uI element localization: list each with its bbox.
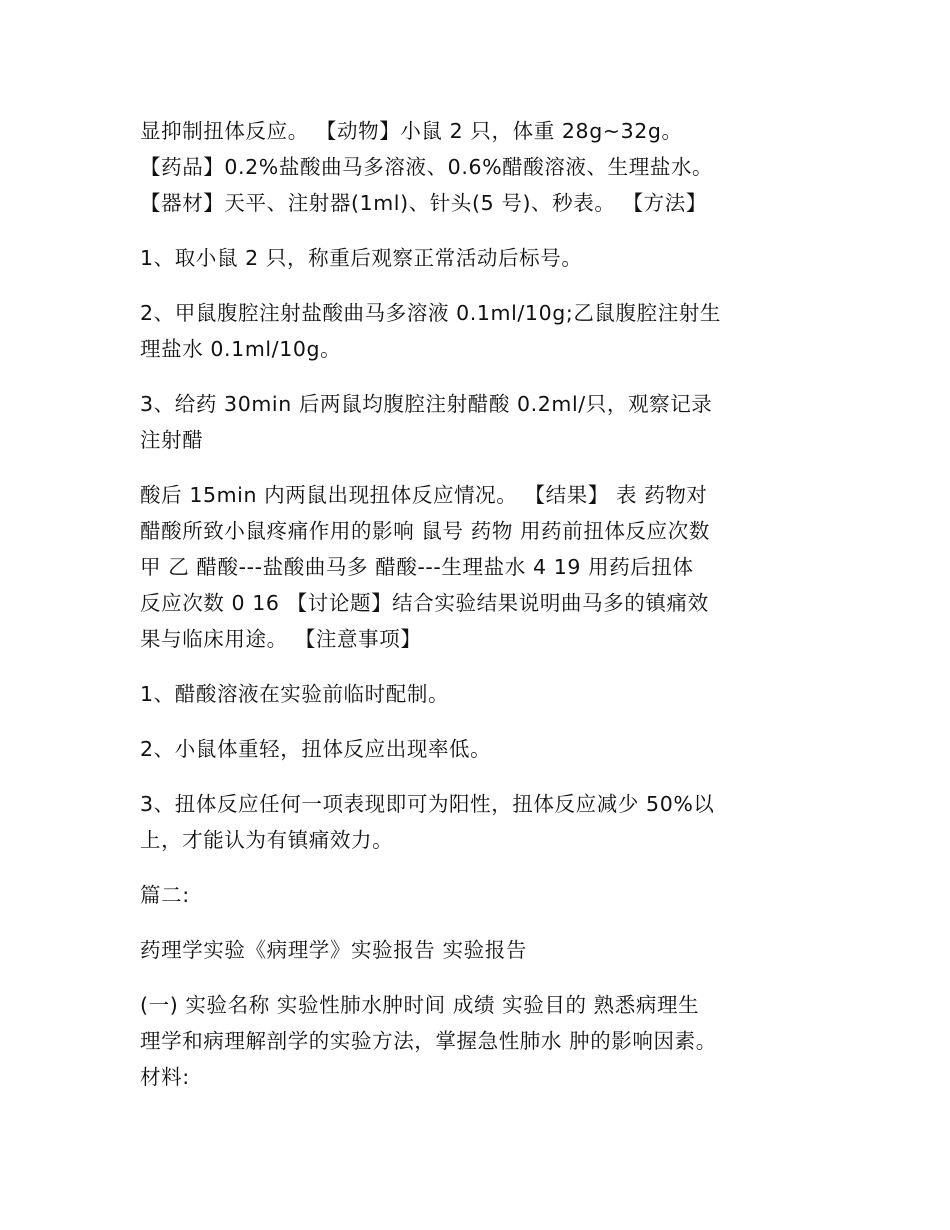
text-line: 理学和病理解剖学的实验方法，掌握急性肺水 肿的影响因素。 xyxy=(140,1029,717,1053)
text-line: 药理学实验《病理学》实验报告 实验报告 xyxy=(140,938,527,962)
paragraph-note-1 xyxy=(140,676,820,712)
section-heading xyxy=(140,877,820,913)
paragraph-method-step-2 xyxy=(140,295,820,367)
paragraph-note-3 xyxy=(140,786,820,858)
text-line: 果与临床用途。 【注意事项】 xyxy=(140,627,422,651)
text-line: 3、给药 30min 后两鼠均腹腔注射醋酸 0.2ml/只，观察记录 xyxy=(140,392,713,416)
text-line: 上，才能认为有镇痛效力。 xyxy=(140,828,394,852)
paragraph-method-step-1 xyxy=(140,240,820,276)
text-line: 理盐水 0.1ml/10g。 xyxy=(140,337,342,361)
paragraph-experiment-info xyxy=(140,987,820,1095)
text-line: (一) 实验名称 实验性肺水肿时间 成绩 实验目的 熟悉病理生 xyxy=(140,993,700,1017)
text-line: 甲 乙 醋酸---盐酸曲马多 醋酸---生理盐水 4 19 用药后扭体 xyxy=(140,555,694,579)
text-line: 显抑制扭体反应。 【动物】小鼠 2 只，体重 28g~32g。 xyxy=(140,119,683,143)
paragraph-results xyxy=(140,477,820,657)
text-line: 材料: xyxy=(140,1065,190,1089)
text-line: 篇二: xyxy=(140,883,190,907)
text-line: 醋酸所致小鼠疼痛作用的影响 鼠号 药物 用药前扭体反应次数 xyxy=(140,519,710,543)
report-title xyxy=(140,932,820,968)
paragraph-note-2 xyxy=(140,731,820,767)
text-line: 3、扭体反应任何一项表现即可为阳性，扭体反应减少 50%以 xyxy=(140,792,715,816)
text-line: 1、醋酸溶液在实验前临时配制。 xyxy=(140,682,450,706)
text-line: 注射醋 xyxy=(140,428,204,452)
text-line: 反应次数 0 16 【讨论题】结合实验结果说明曲马多的镇痛效 xyxy=(140,591,709,615)
text-line: 2、甲鼠腹腔注射盐酸曲马多溶液 0.1ml/10g;乙鼠腹腔注射生 xyxy=(140,301,722,325)
paragraph-method-step-3 xyxy=(140,386,820,458)
document-body xyxy=(140,113,820,1114)
text-line: 酸后 15min 内两鼠出现扭体反应情况。 【结果】 表 药物对 xyxy=(140,483,708,507)
text-line: 2、小鼠体重轻，扭体反应出现率低。 xyxy=(140,737,492,761)
text-line: 【药品】0.2%盐酸曲马多溶液、0.6%醋酸溶液、生理盐水。 xyxy=(140,155,714,179)
paragraph-intro xyxy=(140,113,820,221)
text-line: 1、取小鼠 2 只，称重后观察正常活动后标号。 xyxy=(140,246,583,270)
text-line: 【器材】天平、注射器(1ml)、针头(5 号)、秒表。 【方法】 xyxy=(140,191,707,215)
